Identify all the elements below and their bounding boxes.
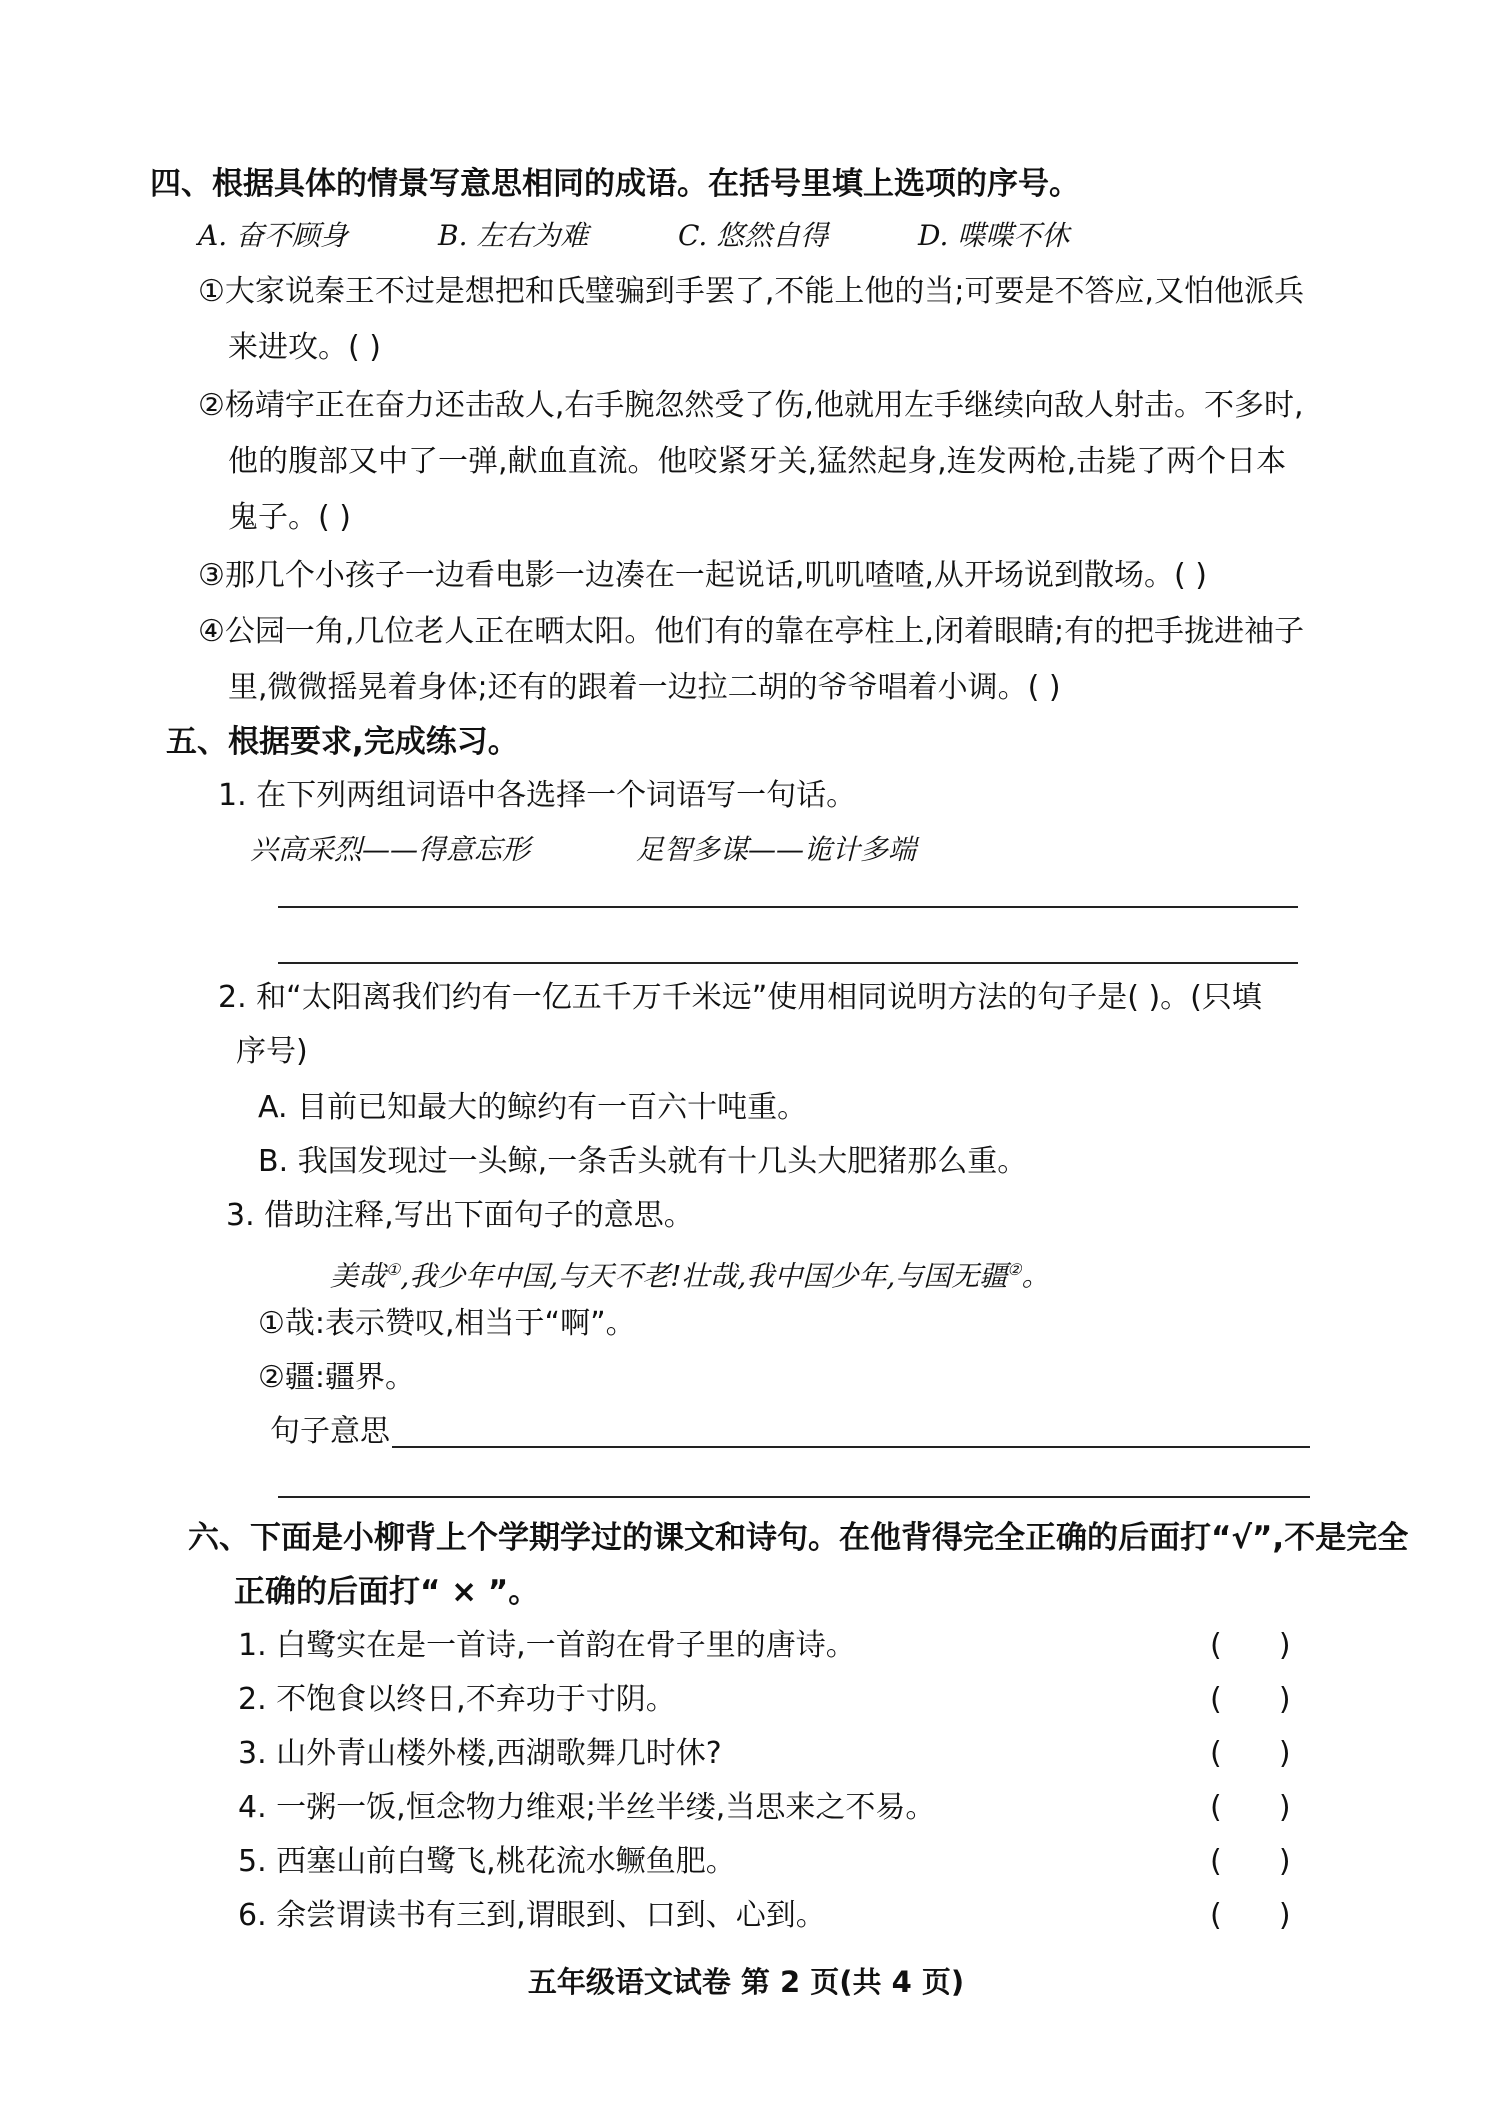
s4-q1-line1: ①大家说秦王不过是想把和氏璧骗到手罢了,不能上他的当;可要是不答应,又怕他派兵: [198, 274, 1305, 309]
s6-item: 1. 白鹭实在是一首诗,一首韵在骨子里的唐诗。: [238, 1628, 856, 1663]
s4-q3-line1: ③那几个小孩子一边看电影一边凑在一起说话,叽叽喳喳,从开场说到散场。( ): [198, 558, 1207, 593]
s5-item1: 1. 在下列两组词语中各选择一个词语写一句话。: [218, 778, 857, 813]
answer-line[interactable]: [392, 1446, 1310, 1448]
answer-paren[interactable]: ( ): [1210, 1844, 1291, 1879]
answer-line[interactable]: [278, 1496, 1310, 1498]
classical-quote: [330, 1250, 1050, 1296]
section-4-options: [198, 216, 1158, 256]
meaning-label: 句子意思: [270, 1414, 390, 1449]
quote-part: ,我少年中国,与天不老!壮哉,我中国少年,与国无疆: [400, 1259, 1008, 1293]
option-c: C. 悠然自得: [678, 219, 829, 252]
footnote-mark-1: ①: [386, 1260, 401, 1279]
s6-item: 4. 一粥一饭,恒念物力维艰;半丝半缕,当思来之不易。: [238, 1790, 936, 1825]
answer-paren[interactable]: ( ): [1210, 1736, 1291, 1771]
s6-item: 2. 不饱食以终日,不弃功于寸阴。: [238, 1682, 676, 1717]
answer-line[interactable]: [278, 906, 1298, 908]
page-footer: 五年级语文试卷 第 2 页(共 4 页): [527, 1965, 965, 1999]
option-a: A. 奋不顾身: [198, 219, 349, 252]
s5-word-group-2: 足智多谋——诡计多端: [636, 833, 917, 866]
note-2: ②疆:疆界。: [258, 1360, 416, 1395]
s6-item: 6. 余尝谓读书有三到,谓眼到、口到、心到。: [238, 1898, 826, 1933]
answer-paren[interactable]: ( ): [1210, 1790, 1291, 1825]
option-b: B. 左右为难: [438, 219, 589, 252]
s5-item2-line2: 序号): [236, 1034, 308, 1069]
s4-q2-line2: 他的腹部又中了一弹,献血直流。他咬紧牙关,猛然起身,连发两枪,击毙了两个日本: [228, 444, 1287, 479]
s4-q2-line3: 鬼子。( ): [228, 500, 351, 535]
s4-q1-line2: 来进攻。( ): [228, 330, 381, 365]
answer-paren[interactable]: ( ): [1210, 1628, 1291, 1663]
option-d: D. 喋喋不休: [918, 219, 1070, 252]
s5-item3: 3. 借助注释,写出下面句子的意思。: [226, 1198, 694, 1233]
answer-paren[interactable]: ( ): [1210, 1898, 1291, 1933]
quote-part: 美哉: [330, 1259, 387, 1293]
s6-item: 5. 西塞山前白鹭飞,桃花流水鳜鱼肥。: [238, 1844, 736, 1879]
quote-part: 。: [1021, 1259, 1050, 1293]
section-5-title: 五、根据要求,完成练习。: [166, 724, 519, 760]
answer-paren[interactable]: ( ): [1210, 1682, 1291, 1717]
note-1: ①哉:表示赞叹,相当于“啊”。: [258, 1306, 636, 1341]
s4-q4-line1: ④公园一角,几位老人正在晒太阳。他们有的靠在亭柱上,闭着眼睛;有的把手拢进袖子: [198, 614, 1305, 649]
answer-line[interactable]: [278, 962, 1298, 964]
s6-item: 3. 山外青山楼外楼,西湖歌舞几时休?: [238, 1736, 722, 1771]
s5-word-group-1: 兴高采烈——得意忘形: [250, 833, 531, 866]
footnote-mark-2: ②: [1007, 1260, 1022, 1279]
s4-q4-line2: 里,微微摇晃着身体;还有的跟着一边拉二胡的爷爷唱着小调。( ): [228, 670, 1061, 705]
s5-item2-line1: 2. 和“太阳离我们约有一亿五千万千米远”使用相同说明方法的句子是( )。(只填: [218, 980, 1262, 1015]
section-6-title-line1: 六、下面是小柳背上个学期学过的课文和诗句。在他背得完全正确的后面打“√”,不是完全: [188, 1520, 1409, 1556]
s5-item2-option-b: B. 我国发现过一头鲸,一条舌头就有十几头大肥猪那么重。: [258, 1144, 1028, 1179]
section-4-title: 四、根据具体的情景写意思相同的成语。在括号里填上选项的序号。: [150, 166, 1080, 202]
section-6-title-line2: 正确的后面打“ × ”。: [234, 1574, 540, 1610]
s4-q2-line1: ②杨靖宇正在奋力还击敌人,右手腕忽然受了伤,他就用左手继续向敌人射击。不多时,: [198, 388, 1304, 423]
s5-item2-option-a: A. 目前已知最大的鲸约有一百六十吨重。: [258, 1090, 808, 1125]
